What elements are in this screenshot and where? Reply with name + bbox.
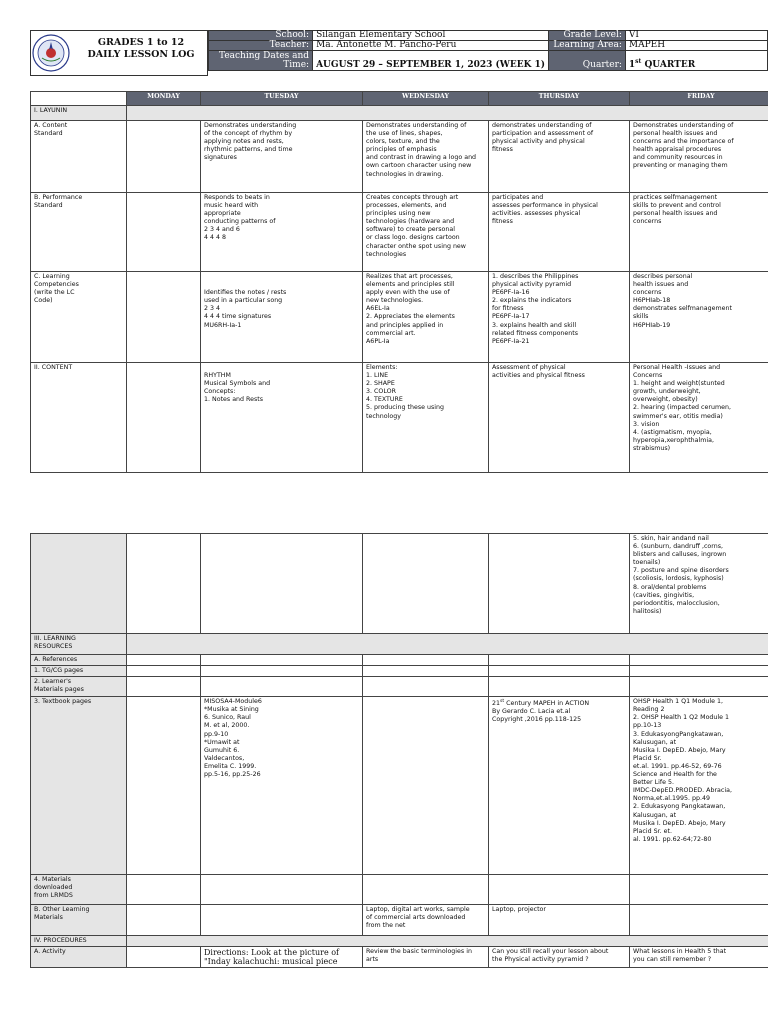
learner-wednesday <box>363 677 489 697</box>
lrmds-wednesday <box>363 875 489 905</box>
procedures-label: IV. PROCEDURES <box>31 936 127 947</box>
learner-friday <box>630 677 768 697</box>
title-line-1: GRADES 1 to 12 <box>97 37 185 48</box>
header-meta-table <box>208 30 768 71</box>
learning-resources-row <box>31 634 768 655</box>
activity-thursday: Can you still recall your lesson about the Physical activity pyramid ? <box>489 947 630 968</box>
lrmds-label: 4. Materials downloaded from LRMDS <box>31 875 127 905</box>
learner-pages-label: 2. Learner's Materials pages <box>31 677 127 697</box>
learning-resources-label: III. LEARNING RESOURCES <box>31 634 127 655</box>
continued-tuesday <box>201 534 363 634</box>
quarter-number: 1 <box>628 60 636 70</box>
day-friday: FRIDAY <box>630 92 768 106</box>
references-row <box>31 655 768 666</box>
procedures-span <box>127 936 768 947</box>
activity-label: A. Activity <box>31 947 127 968</box>
continued-friday: 5. skin, hair andand nail 6. (sunburn, dandruff ,corns, blisters and calluses, ingrown toenails) 7. posture and spine disorders (scoliosis, lordosis, kyphosis) 8. oral/dental problems (cavities, gingivitis, periodontitis, malocclusion, halitosis) <box>630 534 768 634</box>
textbook-thursday-sup: st <box>500 699 505 705</box>
lrmds-thursday <box>489 875 630 905</box>
lrmds-friday <box>630 875 768 905</box>
other-thursday: Laptop, projector <box>489 905 630 936</box>
textbook-thursday-title: Century MAPEH in ACTION <box>504 700 590 708</box>
lesson-table-page-2 <box>30 533 768 968</box>
title-line-2: DAILY LESSON LOG <box>87 49 195 60</box>
day-monday: MONDAY <box>127 92 201 106</box>
grade-value: VI <box>625 31 767 41</box>
textbook-monday <box>127 697 201 875</box>
content-standard-tuesday: Demonstrates understanding of the concept of rhythm by applying notes and rests, rhythmic patterns, and time signatures <box>201 121 363 193</box>
performance-standard-thursday: participates and assesses performance in physical activities. assesses physical fitness <box>489 193 630 272</box>
day-thursday: THURSDAY <box>489 92 630 106</box>
tg-monday <box>127 666 201 677</box>
content-label: II. CONTENT <box>31 363 127 473</box>
layunin-label: I. LAYUNIN <box>31 106 127 121</box>
quarter-word: QUARTER <box>641 60 696 70</box>
competencies-row <box>31 272 768 363</box>
content-standard-row <box>31 121 768 193</box>
content-thursday: Assessment of physical activities and physical fitness <box>489 363 630 473</box>
references-monday <box>127 655 201 666</box>
day-header-row <box>31 92 768 106</box>
textbook-tuesday: MISOSA4-Module6 *Musika at Sining 6. Sunico, Raul M. et al, 2000. pp.9-10 *Umawit at Gumuhit 6. Valdecantos, Emelita C. 1999. pp.5-16, pp.25-26 <box>201 697 363 875</box>
quarter-label: Quarter: <box>549 51 626 71</box>
tg-friday <box>630 666 768 677</box>
grade-label: Grade Level: <box>549 31 626 41</box>
dates-label-line-1: Teaching Dates and <box>219 50 310 61</box>
performance-standard-wednesday: Creates concepts through art processes, elements, and principles using new technologies (hardware and software) to create personal or class logo. designs cartoon character onthe spot using new technologies <box>363 193 489 272</box>
other-monday <box>127 905 201 936</box>
competencies-thursday: 1. describes the Philippines physical activity pyramid PE6PF-Ia-16 2. explains the indicators for fitness PE6PF-Ia-17 3. explains health and skill related fitness components PE6PF-Ia-21 <box>489 272 630 363</box>
activity-monday <box>127 947 201 968</box>
area-value: MAPEH <box>625 41 767 51</box>
activity-friday: What lessons in Health 5 that you can still remember ? <box>630 947 768 968</box>
performance-standard-monday <box>127 193 201 272</box>
textbook-thursday-number: 21 <box>492 700 501 708</box>
continued-monday <box>127 534 201 634</box>
performance-standard-friday: practices selfmanagement skills to prevent and control personal health issues and concerns <box>630 193 768 272</box>
content-friday: Personal Health -Issues and Concerns 1. height and weight(stunted growth, underweight, overweight, obesity) 2. hearing (impacted cerumen, swimmer's ear, otitis media) 3. vision 4. (astigmatism, myopia, hyperopia,xerophthalmia, strabismus) <box>630 363 768 473</box>
textbook-thursday-rest: By Gerardo C. Lacia et.al Copyright ,2016 pp.118-125 <box>492 708 582 724</box>
tg-wednesday <box>363 666 489 677</box>
tg-thursday <box>489 666 630 677</box>
other-materials-row <box>31 905 768 936</box>
layunin-row <box>31 106 768 121</box>
textbook-friday: OHSP Health 1 Q1 Module 1, Reading 2 2. OHSP Health 1 Q2 Module 1 pp.10-13 3. EdukasyongPangkatawan, Kalusugan, at Musika I. DepED. Abejo, Mary Placid Sr. et.al. 1991. pp.46-52, 69-76 Science and Health for the Better Life 5. IMDC-DepED.PRODED. Abracia, Norma,et.al.1995. pp.49 2. Edukasyong Pangkatawan, Kalusugan, at Musika I. DepED. Abejo, Mary Placid Sr. et. al. 1991. pp.62-64;72-80 <box>630 697 768 875</box>
school-value: Silangan Elementary School <box>313 31 549 41</box>
activity-wednesday: Review the basic terminologies in arts <box>363 947 489 968</box>
continued-wednesday <box>363 534 489 634</box>
learner-tuesday <box>201 677 363 697</box>
other-tuesday <box>201 905 363 936</box>
layunin-span <box>127 106 768 121</box>
references-thursday <box>489 655 630 666</box>
learner-monday <box>127 677 201 697</box>
content-standard-label: A. Content Standard <box>31 121 127 193</box>
content-standard-friday: Demonstrates understanding of personal health issues and concerns and the importance of health appraisal procedures and community resources in preventing or managing them <box>630 121 768 193</box>
textbook-label: 3. Textbook pages <box>31 697 127 875</box>
textbook-wednesday <box>363 697 489 875</box>
dates-value: AUGUST 29 – SEPTEMBER 1, 2023 (WEEK 1) <box>313 51 549 71</box>
other-materials-label: B. Other Learning Materials <box>31 905 127 936</box>
tg-pages-row <box>31 666 768 677</box>
learner-pages-row <box>31 677 768 697</box>
textbook-thursday <box>489 697 630 875</box>
learner-thursday <box>489 677 630 697</box>
lrmds-monday <box>127 875 201 905</box>
quarter-suffix: st <box>635 58 642 65</box>
other-wednesday: Laptop, digital art works, sample of commercial arts downloaded from the net <box>363 905 489 936</box>
content-standard-monday <box>127 121 201 193</box>
content-continued-row <box>31 534 768 634</box>
performance-standard-label: B. Performance Standard <box>31 193 127 272</box>
learning-resources-span <box>127 634 768 655</box>
lrmds-tuesday <box>201 875 363 905</box>
day-wednesday: WEDNESDAY <box>363 92 489 106</box>
area-label: Learning Area: <box>549 41 626 51</box>
other-friday <box>630 905 768 936</box>
performance-standard-row <box>31 193 768 272</box>
tg-pages-label: 1. TG/CG pages <box>31 666 127 677</box>
school-label: School: <box>209 31 313 41</box>
references-tuesday <box>201 655 363 666</box>
document-title <box>76 37 206 61</box>
content-standard-wednesday: Demonstrates understanding of the use of lines, shapes, colors, texture, and the principles of emphasis and contrast in drawing a logo and own cartoon character using new technologies in drawing. <box>363 121 489 193</box>
dates-label <box>209 51 313 71</box>
lesson-table-page-1 <box>30 91 768 473</box>
procedures-row <box>31 936 768 947</box>
content-row <box>31 363 768 473</box>
textbook-row <box>31 697 768 875</box>
references-wednesday <box>363 655 489 666</box>
performance-standard-tuesday: Responds to beats in music heard with appropriate conducting patterns of 2 3 4 and 6 4 4 4 8 <box>201 193 363 272</box>
continued-label <box>31 534 127 634</box>
competencies-monday <box>127 272 201 363</box>
references-label: A. References <box>31 655 127 666</box>
competencies-wednesday: Realizes that art processes, elements and principles still apply even with the use of new technologies. A6EL-Ia 2. Appreciates the elements and principles applied in commercial art. A6PL-Ia <box>363 272 489 363</box>
tg-tuesday <box>201 666 363 677</box>
deped-seal-icon <box>32 34 70 72</box>
quarter-value <box>625 51 767 71</box>
teacher-label: Teacher: <box>209 41 313 51</box>
teacher-value: Ma. Antonette M. Pancho-Peru <box>313 41 549 51</box>
activity-row <box>31 947 768 968</box>
competencies-tuesday: Identifies the notes / rests used in a particular song 2 3 4 4 4 4 time signatures MU6RH-Ia-1 <box>201 272 363 363</box>
content-monday <box>127 363 201 473</box>
content-wednesday: Elements: 1. LINE 2. SHAPE 3. COLOR 4. TEXTURE 5. producing these using technology <box>363 363 489 473</box>
activity-tuesday: Directions: Look at the picture of "Inday kalachuchi: musical piece <box>201 947 363 968</box>
dates-label-line-2: Time: <box>283 59 310 70</box>
competencies-label: C. Learning Competencies (write the LC Code) <box>31 272 127 363</box>
lrmds-row <box>31 875 768 905</box>
continued-thursday <box>489 534 630 634</box>
references-friday <box>630 655 768 666</box>
content-tuesday: RHYTHM Musical Symbols and Concepts: 1. Notes and Rests <box>201 363 363 473</box>
day-tuesday: TUESDAY <box>201 92 363 106</box>
corner-cell <box>31 92 127 106</box>
competencies-friday: describes personal health issues and concerns H6PHIab-18 demonstrates selfmanagement skills H6PHIab-19 <box>630 272 768 363</box>
content-standard-thursday: demonstrates understanding of participation and assessment of physical activity and physical fitness <box>489 121 630 193</box>
